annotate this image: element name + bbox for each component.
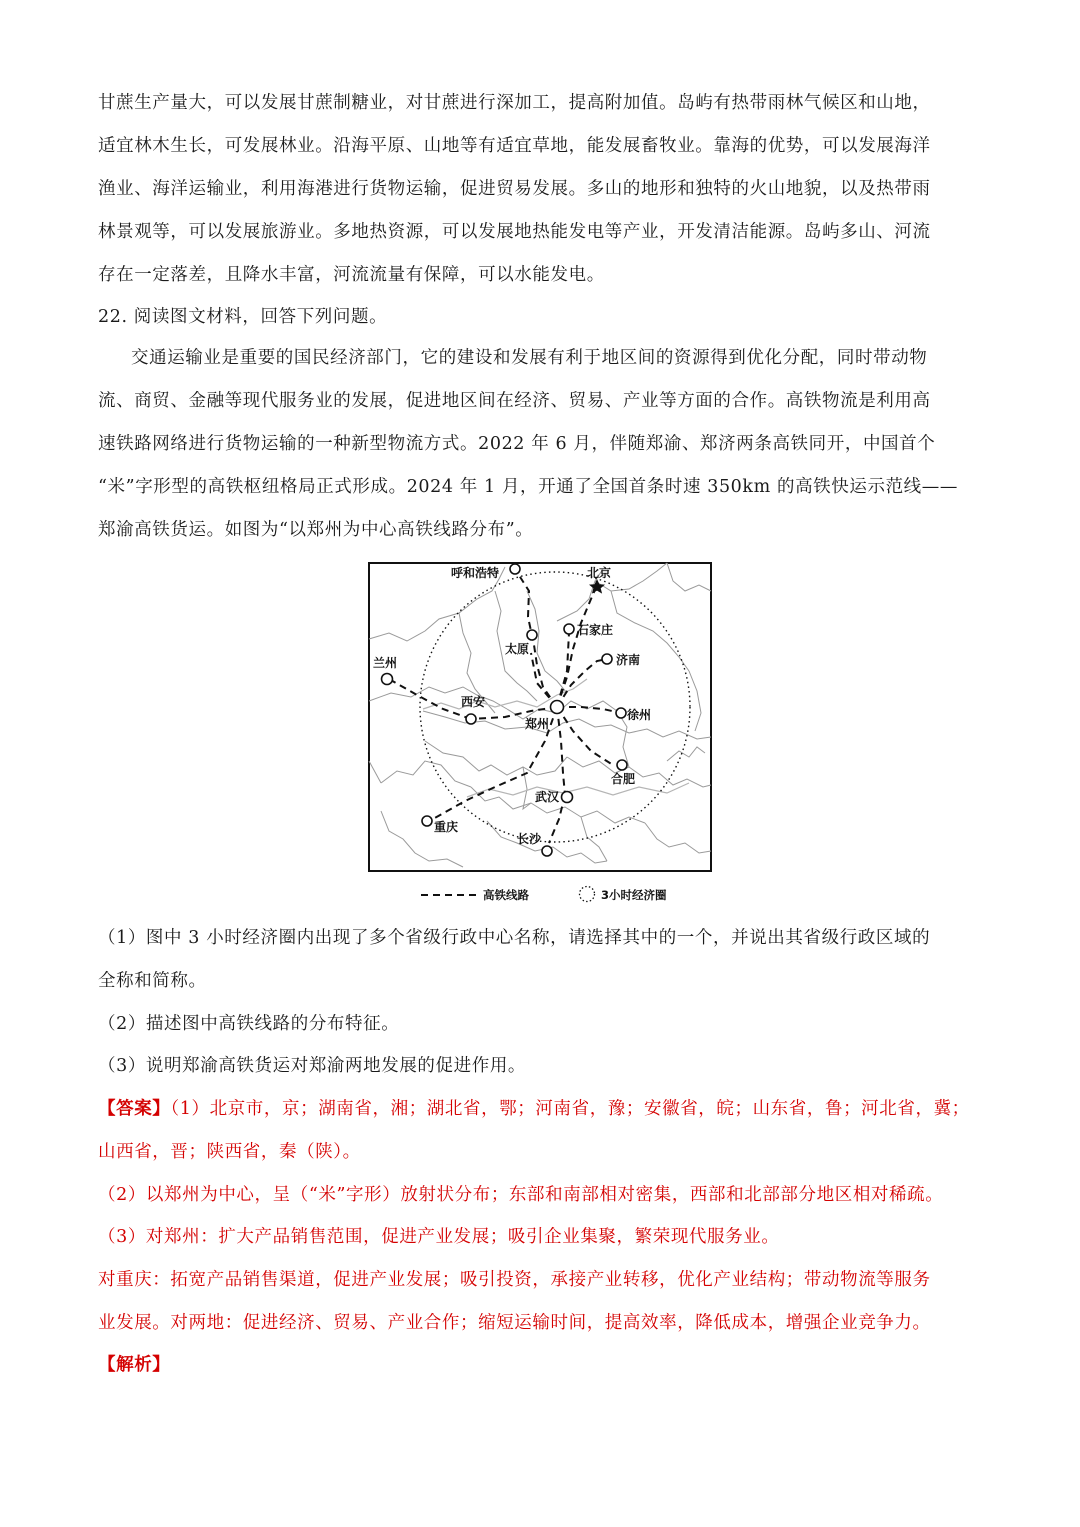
answer-2: （2）以郑州为中心，呈（“米”字形）放射状分布；东部和南部相对密集，西部和北部部分地区相对稀疏。 <box>98 1185 944 1205</box>
label-beijing: 北京 <box>587 566 612 580</box>
question-1-line-1: （1）图中 3 小时经济圈内出现了多个省级行政中心名称，请选择其中的一个，并说出其省级行政区域的 <box>98 928 931 948</box>
city-marker-xuzhou <box>616 708 626 718</box>
answer-3-line-2: 对重庆：拓宽产品销售渠道，促进产业发展；吸引投资，承接产业转移，优化产业结构；带动物流等服务 <box>98 1270 931 1290</box>
material-line-1: 交通运输业是重要的国民经济部门，它的建设和发展有利于地区间的资源得到优化分配，同时带动物 <box>131 348 928 368</box>
label-taiyuan: 太原 <box>505 642 530 656</box>
question-3: （3）说明郑渝高铁货运对郑渝两地发展的促进作用。 <box>98 1056 527 1076</box>
label-wuhan: 武汉 <box>535 790 560 804</box>
label-hefei: 合肥 <box>611 772 636 786</box>
answer-3-line-1: （3）对郑州：扩大产品销售范围，促进产业发展；吸引企业集聚，繁荣现代服务业。 <box>98 1227 780 1247</box>
material-line-2: 流、商贸、金融等现代服务业的发展，促进地区间在经济、贸易、产业等方面的合作。高铁物流是利用高 <box>98 391 931 411</box>
answer-1-line-2: 山西省，晋；陕西省，秦（陕）。 <box>98 1142 361 1162</box>
label-jinan: 济南 <box>616 653 641 667</box>
label-xian: 西安 <box>461 695 486 709</box>
city-marker-wuhan <box>562 792 573 803</box>
city-marker-hefei <box>617 760 627 770</box>
label-changsha: 长沙 <box>517 832 542 846</box>
material-line-3: 速铁路网络进行货物运输的一种新型物流方式。2022 年 6 月，伴随郑渝、郑济两条高铁同开，中国首个 <box>98 434 936 454</box>
intro-line-2: 适宜林木生长，可发展林业。沿海平原、山地等有适宜草地，能发展畜牧业。靠海的优势，可以发展海洋 <box>98 136 931 156</box>
legend-rail-label: 高铁线路 <box>483 888 529 902</box>
legend-circle-label: 3小时经济圈 <box>601 888 667 902</box>
rail-map-figure <box>367 561 713 909</box>
question-1-line-2: 全称和简称。 <box>98 971 207 991</box>
label-chongqing: 重庆 <box>434 820 459 834</box>
rail-map-svg <box>367 561 713 909</box>
label-zhengzhou: 郑州 <box>525 717 550 731</box>
label-huhehaote: 呼和浩特 <box>451 566 500 580</box>
answer-1-line-1 <box>98 1094 988 1124</box>
city-marker-taiyuan <box>527 630 537 640</box>
label-lanzhou: 兰州 <box>373 656 398 670</box>
intro-line-3: 渔业、海洋运输业，利用海港进行货物运输，促进贸易发展。多山的地形和独特的火山地貌，以及热带雨 <box>98 179 931 199</box>
legend-circle-symbol <box>580 887 595 902</box>
question-2: （2）描述图中高铁线路的分布特征。 <box>98 1014 400 1034</box>
analysis-label: 【解析】 <box>98 1355 171 1375</box>
city-marker-lanzhou <box>382 674 393 685</box>
answer-1-text: （1）北京市，京；湖南省，湘；湖北省，鄂；河南省，豫；安徽省，皖；山东省，鲁；河北省，冀； <box>170 1099 970 1119</box>
material-line-5: 郑渝高铁货运。如图为“以郑州为中心高铁线路分布”。 <box>98 520 534 540</box>
question-title: 22. 阅读图文材料，回答下列问题。 <box>98 307 388 327</box>
answer-label: 【答案】 <box>98 1099 171 1119</box>
intro-line-4: 林景观等，可以发展旅游业。多地热资源，可以发展地热能发电等产业，开发清洁能源。岛屿多山、河流 <box>98 222 931 242</box>
city-marker-shijiazhuang <box>564 624 574 634</box>
label-xuzhou: 徐州 <box>627 708 652 722</box>
city-marker-changsha <box>542 846 552 856</box>
city-marker-huhehaote <box>510 564 520 574</box>
intro-line-5: 存在一定落差，且降水丰富，河流流量有保障，可以水能发电。 <box>98 265 605 285</box>
city-marker-chongqing <box>422 816 432 826</box>
city-marker-jinan <box>602 654 612 664</box>
material-line-4: “米”字形型的高铁枢纽格局正式形成。2024 年 1 月，开通了全国首条时速 350km 的高铁快运示范线—— <box>98 477 958 497</box>
answer-3-line-3: 业发展。对两地：促进经济、贸易、产业合作；缩短运输时间，提高效率，降低成本，增强企业竞争力。 <box>98 1313 931 1333</box>
city-marker-zhengzhou <box>551 701 564 714</box>
intro-line-1: 甘蔗生产量大，可以发展甘蔗制糖业，对甘蔗进行深加工，提高附加值。岛屿有热带雨林气候区和山地， <box>98 93 931 113</box>
label-shijiazhuang: 石家庄 <box>577 623 614 637</box>
city-marker-xian <box>466 714 476 724</box>
